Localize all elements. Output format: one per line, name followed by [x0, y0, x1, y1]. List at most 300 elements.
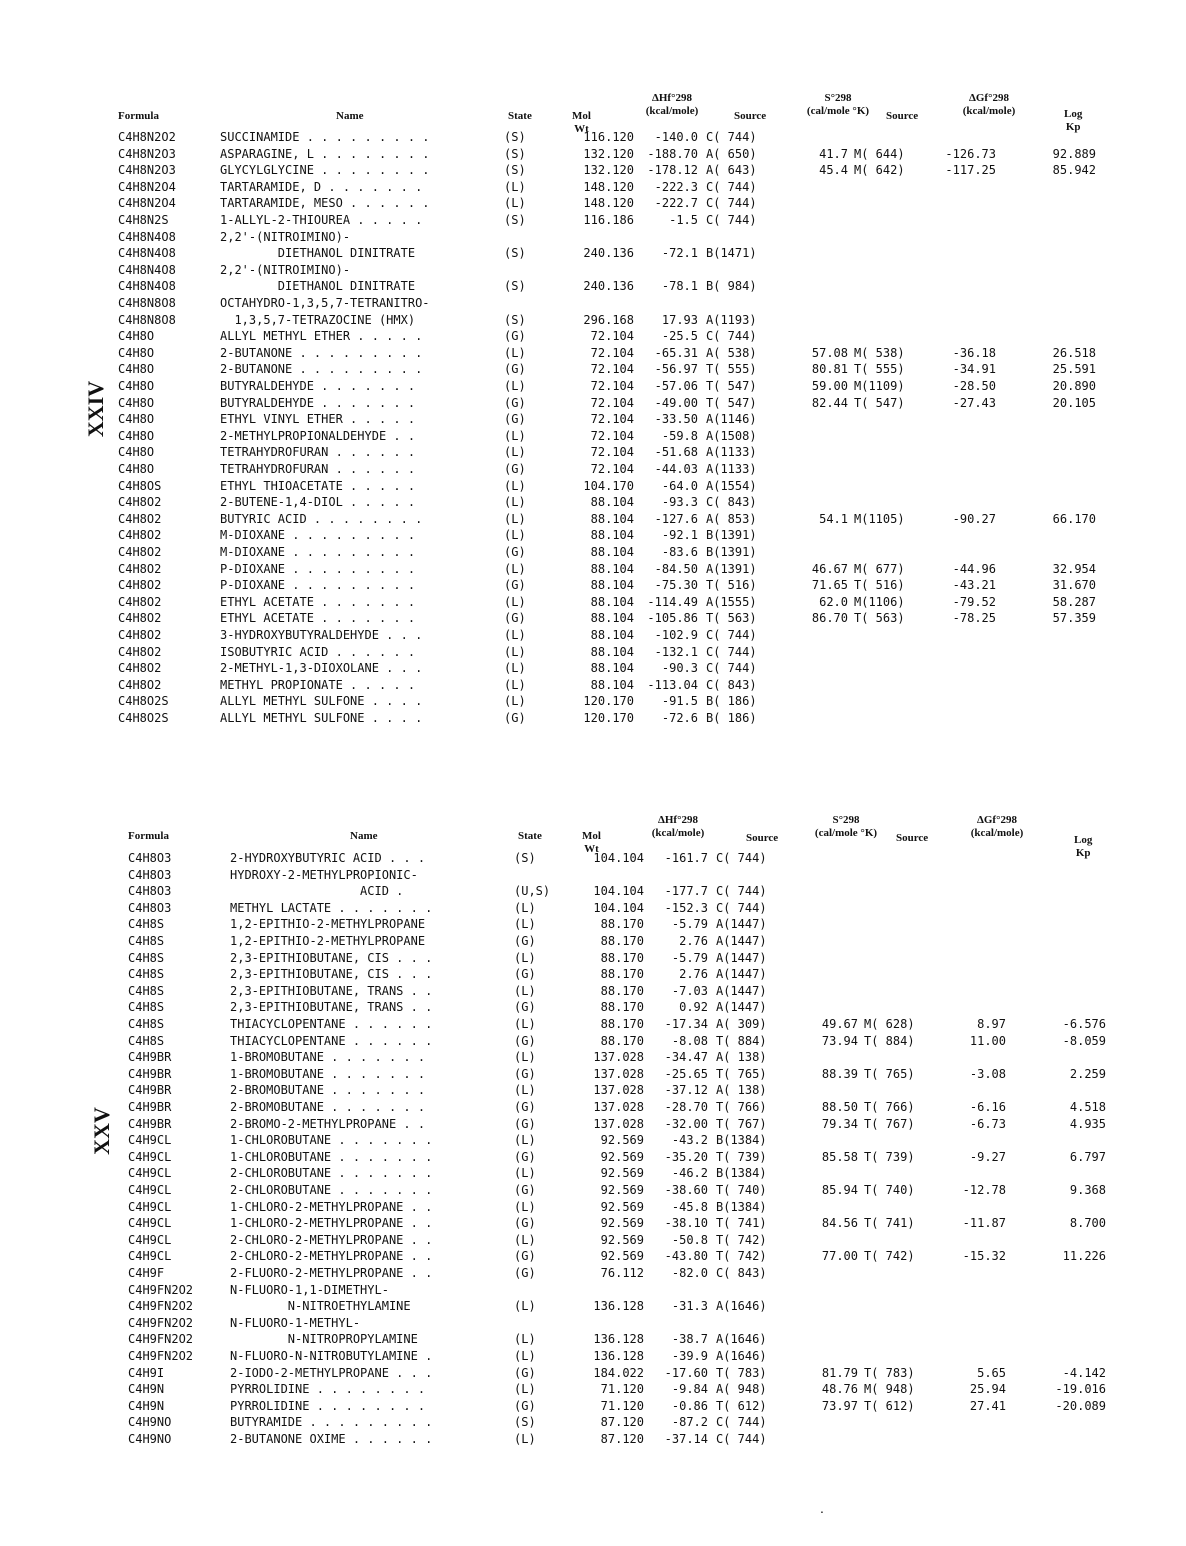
- row-source2: T( 783): [864, 1365, 915, 1380]
- row-mol-wt: 88.170: [600, 1017, 644, 1031]
- row-dhf: -72.1: [661, 246, 698, 261]
- row-source: T( 547): [706, 395, 757, 410]
- row-state: (L): [514, 1166, 536, 1181]
- row-logkp: 20.890: [1052, 379, 1096, 393]
- row-logkp: 25.591: [1052, 362, 1096, 377]
- row-name: 1-CHLOROBUTANE . . . . . . .: [230, 1133, 433, 1148]
- row-source2: T( 765): [864, 1066, 915, 1081]
- row-dhf: -161.7: [664, 851, 708, 865]
- row-dhf: -188.70: [647, 146, 698, 161]
- row-source: C( 744): [716, 1432, 767, 1446]
- row-mol-wt: 136.128: [593, 1299, 644, 1314]
- row-logkp: 6.797: [1069, 1149, 1106, 1164]
- row-dgf: -12.78: [962, 1183, 1006, 1197]
- row-formula: C4H8N4O8: [118, 229, 176, 244]
- row-logkp: 4.518: [1069, 1100, 1106, 1114]
- row-mol-wt: 92.569: [600, 1232, 644, 1247]
- row-source: A( 948): [716, 1382, 767, 1397]
- row-dhf: -51.68: [654, 445, 698, 460]
- row-formula: C4H9CL: [128, 1232, 172, 1247]
- row-source: T( 884): [716, 1033, 767, 1048]
- row-dhf: -90.3: [661, 661, 698, 676]
- row-state: (G): [514, 1033, 536, 1048]
- row-mol-wt: 87.120: [600, 1432, 644, 1446]
- row-dhf: -222.7: [654, 196, 698, 211]
- row-mol-wt: 88.104: [590, 528, 634, 543]
- row-source2: M( 948): [864, 1382, 915, 1397]
- row-s298: 79.34: [821, 1116, 858, 1131]
- stray-mark: .: [820, 1500, 824, 1516]
- row-dhf: 2.76: [679, 934, 708, 948]
- row-state: (G): [514, 934, 536, 948]
- row-source2: T( 555): [854, 362, 905, 377]
- row-formula: C4H8O: [118, 428, 155, 443]
- row-dhf: -45.8: [671, 1199, 708, 1214]
- row-dhf: -5.79: [671, 950, 708, 965]
- row-mol-wt: 88.104: [590, 561, 634, 576]
- row-dhf: -49.00: [654, 395, 698, 410]
- row-name: ALLYL METHYL SULFONE . . . .: [220, 694, 423, 709]
- row-name: 2,3-EPITHIOBUTANE, CIS . . .: [230, 950, 433, 965]
- row-formula: C4H8S: [128, 1033, 165, 1048]
- row-source: T( 740): [716, 1183, 767, 1197]
- row-state: (S): [504, 146, 526, 161]
- row-formula: C4H8O2: [118, 677, 162, 692]
- row-source2: M( 628): [864, 1017, 915, 1031]
- row-mol-wt: 136.128: [593, 1349, 644, 1363]
- row-dhf: -132.1: [654, 644, 698, 659]
- row-state: (L): [514, 1017, 536, 1031]
- row-mol-wt: 92.569: [600, 1249, 644, 1264]
- row-state: (S): [504, 312, 526, 327]
- row-source2: M(1106): [854, 594, 905, 609]
- row-name: 1-BROMOBUTANE . . . . . . .: [230, 1050, 426, 1065]
- row-name: 2,3-EPITHIOBUTANE, TRANS . .: [230, 983, 433, 998]
- row-formula: C4H8N2O3: [118, 163, 176, 178]
- header-dhf: ΔHf°298 (kcal/mole): [651, 814, 705, 839]
- row-s298: 86.70: [811, 611, 848, 626]
- row-mol-wt: 116.186: [583, 213, 634, 227]
- row-formula: C4H9CL: [128, 1183, 172, 1197]
- row-formula: C4H9CL: [128, 1149, 172, 1164]
- row-name: 1-CHLORO-2-METHYLPROPANE . .: [230, 1199, 433, 1214]
- row-state: (G): [514, 1100, 536, 1114]
- row-s298: 85.58: [821, 1149, 858, 1164]
- row-dgf: -79.52: [952, 594, 996, 609]
- row-mol-wt: 72.104: [590, 362, 634, 377]
- row-name: M-DIOXANE . . . . . . . . .: [220, 528, 416, 543]
- row-name: 2-BUTENE-1,4-DIOL . . . . .: [220, 495, 416, 510]
- row-name: 2-CHLORO-2-METHYLPROPANE . .: [230, 1232, 433, 1247]
- row-dhf: -33.50: [654, 412, 698, 427]
- row-name: TETRAHYDROFURAN . . . . . .: [220, 462, 416, 476]
- row-source: C( 744): [706, 661, 757, 676]
- row-state: (L): [504, 594, 526, 609]
- row-mol-wt: 184.022: [593, 1365, 644, 1380]
- row-formula: C4H8N8O8: [118, 312, 176, 327]
- row-source: A(1447): [716, 934, 767, 948]
- row-formula: C4H8O2: [118, 495, 162, 510]
- row-dhf: 0.92: [679, 1000, 708, 1015]
- row-mol-wt: 72.104: [590, 412, 634, 427]
- row-source: T( 766): [716, 1100, 767, 1114]
- row-state: (G): [504, 711, 526, 725]
- row-name: ETHYL THIOACETATE . . . . .: [220, 478, 416, 493]
- row-s298: 48.76: [821, 1382, 858, 1397]
- row-s298: 46.67: [811, 561, 848, 576]
- row-formula: C4H8S: [128, 1017, 165, 1031]
- row-dhf: -9.84: [671, 1382, 708, 1397]
- row-source: B( 186): [706, 711, 757, 725]
- row-dhf: -44.03: [654, 462, 698, 476]
- row-s298: 88.39: [821, 1066, 858, 1081]
- row-state: (G): [504, 462, 526, 476]
- row-name: PYRROLIDINE . . . . . . . .: [230, 1398, 426, 1413]
- row-state: (L): [504, 661, 526, 676]
- row-mol-wt: 137.028: [593, 1050, 644, 1065]
- row-dgf: 11.00: [969, 1033, 1006, 1048]
- row-dhf: -177.7: [664, 884, 708, 899]
- row-mol-wt: 88.104: [590, 644, 634, 659]
- row-source: B( 186): [706, 694, 757, 709]
- row-mol-wt: 104.104: [593, 900, 644, 915]
- row-name: BUTYRALDEHYDE . . . . . . .: [220, 379, 416, 393]
- row-formula: C4H9NO: [128, 1432, 172, 1446]
- row-state: (L): [504, 428, 526, 443]
- row-formula: C4H8S: [128, 934, 165, 948]
- row-dhf: -43.2: [671, 1133, 708, 1148]
- row-name: ETHYL ACETATE . . . . . . .: [220, 611, 416, 626]
- row-mol-wt: 137.028: [593, 1116, 644, 1131]
- row-dhf: -64.0: [661, 478, 698, 493]
- header-mol-wt: Mol Wt: [572, 110, 591, 135]
- row-name: P-DIOXANE . . . . . . . . .: [220, 561, 416, 576]
- row-source: T( 765): [716, 1066, 767, 1081]
- row-mol-wt: 296.168: [583, 312, 634, 327]
- row-state: (G): [514, 1183, 536, 1197]
- row-name: N-FLUORO-N-NITROBUTYLAMINE .: [230, 1349, 433, 1363]
- row-name: METHYL LACTATE . . . . . . .: [230, 900, 433, 915]
- row-source: A( 853): [706, 511, 757, 526]
- row-source: T( 741): [716, 1216, 767, 1231]
- row-mol-wt: 88.170: [600, 983, 644, 998]
- row-state: (G): [504, 412, 526, 427]
- row-mol-wt: 116.120: [583, 130, 634, 144]
- row-s298: 57.08: [811, 345, 848, 360]
- row-mol-wt: 76.112: [600, 1266, 644, 1280]
- row-source2: T( 740): [864, 1183, 915, 1197]
- row-source2: M(1105): [854, 511, 905, 526]
- row-formula: C4H8N2O4: [118, 179, 176, 194]
- row-dgf: -117.25: [945, 163, 996, 178]
- row-source: T( 742): [716, 1249, 767, 1264]
- row-dhf: -91.5: [661, 694, 698, 709]
- row-logkp: 85.942: [1052, 163, 1096, 178]
- header-s298: S°298 (cal/mole °K): [814, 814, 878, 839]
- row-source: C( 843): [706, 677, 757, 692]
- row-state: (L): [504, 379, 526, 393]
- row-mol-wt: 92.569: [600, 1166, 644, 1181]
- row-name: 1-CHLOROBUTANE . . . . . . .: [230, 1149, 433, 1164]
- row-state: (L): [504, 644, 526, 659]
- row-source: A( 138): [716, 1050, 767, 1065]
- row-source2: T( 741): [864, 1216, 915, 1231]
- row-name: 1,3,5,7-TETRAZOCINE (HMX): [220, 312, 416, 327]
- row-dhf: -38.60: [664, 1183, 708, 1197]
- row-formula: C4H8S: [128, 1000, 165, 1015]
- header-state: State: [518, 830, 542, 842]
- row-dgf: -3.08: [969, 1066, 1006, 1081]
- row-name: 2-BROMO-2-METHYLPROPANE . .: [230, 1116, 426, 1131]
- row-state: (L): [504, 495, 526, 510]
- row-logkp: 11.226: [1062, 1249, 1106, 1264]
- row-mol-wt: 72.104: [590, 379, 634, 393]
- row-logkp: 58.287: [1052, 594, 1096, 609]
- row-formula: C4H8O2: [118, 628, 162, 642]
- row-name: ISOBUTYRIC ACID . . . . . .: [220, 644, 416, 659]
- row-source: T( 739): [716, 1149, 767, 1164]
- row-formula: C4H8N4O8: [118, 279, 176, 294]
- row-formula: C4H9CL: [128, 1199, 172, 1214]
- row-state: (S): [504, 163, 526, 178]
- row-formula: C4H9BR: [128, 1066, 172, 1081]
- row-state: (L): [514, 1083, 536, 1098]
- row-logkp: 57.359: [1052, 611, 1096, 626]
- row-source: A( 643): [706, 163, 757, 178]
- row-formula: C4H8N2O2: [118, 130, 176, 144]
- row-source: B(1384): [716, 1166, 767, 1181]
- row-dhf: -113.04: [647, 677, 698, 692]
- row-mol-wt: 88.104: [590, 495, 634, 510]
- row-formula: C4H9BR: [128, 1116, 172, 1131]
- header-dhf: ΔHf°298 (kcal/mole): [645, 92, 699, 117]
- row-state: (S): [514, 851, 536, 865]
- row-state: (G): [504, 395, 526, 410]
- row-mol-wt: 72.104: [590, 445, 634, 460]
- row-dhf: -38.10: [664, 1216, 708, 1231]
- row-state: (L): [504, 478, 526, 493]
- row-name: 3-HYDROXYBUTYRALDEHYDE . . .: [220, 628, 423, 642]
- row-formula: C4H9BR: [128, 1100, 172, 1114]
- row-name: ACID .: [230, 884, 404, 899]
- row-name: 2-METHYL-1,3-DIOXOLANE . . .: [220, 661, 423, 676]
- row-source: T( 742): [716, 1232, 767, 1247]
- row-name: M-DIOXANE . . . . . . . . .: [220, 545, 416, 559]
- row-source2: T( 767): [864, 1116, 915, 1131]
- row-mol-wt: 88.170: [600, 950, 644, 965]
- row-source: T( 612): [716, 1398, 767, 1413]
- row-dhf: -140.0: [654, 130, 698, 144]
- row-formula: C4H8N8O8: [118, 296, 176, 310]
- row-source: C( 744): [706, 628, 757, 642]
- row-formula: C4H9CL: [128, 1133, 172, 1148]
- row-state: (G): [514, 1149, 536, 1164]
- row-name: N-FLUORO-1-METHYL-: [230, 1315, 361, 1330]
- row-formula: C4H9FN2O2: [128, 1282, 194, 1297]
- row-mol-wt: 120.170: [583, 694, 634, 709]
- row-state: (L): [514, 1050, 536, 1065]
- row-dhf: -17.34: [664, 1017, 708, 1031]
- row-name: DIETHANOL DINITRATE: [220, 279, 416, 294]
- row-source2: T( 884): [864, 1033, 915, 1048]
- row-source2: T( 516): [854, 578, 905, 593]
- row-s298: 41.7: [819, 146, 848, 161]
- header-logkp: Log Kp: [1064, 108, 1083, 133]
- row-dgf: -11.87: [962, 1216, 1006, 1231]
- row-state: (S): [514, 1415, 536, 1430]
- row-formula: C4H8O: [118, 445, 155, 460]
- row-source: A(1646): [716, 1299, 767, 1314]
- row-formula: C4H8S: [128, 967, 165, 982]
- row-source: B(1384): [716, 1199, 767, 1214]
- row-name: 2-BROMOBUTANE . . . . . . .: [230, 1083, 426, 1098]
- row-formula: C4H8O: [118, 412, 155, 427]
- row-formula: C4H9N: [128, 1382, 165, 1397]
- row-mol-wt: 92.569: [600, 1216, 644, 1231]
- row-name: 2-CHLOROBUTANE . . . . . . .: [230, 1183, 433, 1197]
- row-logkp: 32.954: [1052, 561, 1096, 576]
- header-s298: S°298 (cal/mole °K): [806, 92, 870, 117]
- row-dhf: -87.2: [671, 1415, 708, 1430]
- row-source: A(1447): [716, 950, 767, 965]
- row-name: P-DIOXANE . . . . . . . . .: [220, 578, 416, 593]
- row-state: (G): [514, 1116, 536, 1131]
- row-state: (G): [514, 1365, 536, 1380]
- row-source: A(1447): [716, 983, 767, 998]
- row-source: C( 843): [716, 1266, 767, 1280]
- row-dhf: -152.3: [664, 900, 708, 915]
- row-dhf: -0.86: [671, 1398, 708, 1413]
- row-state: (G): [504, 578, 526, 593]
- row-formula: C4H9FN2O2: [128, 1299, 194, 1314]
- row-formula: C4H8O3: [128, 884, 172, 899]
- row-mol-wt: 137.028: [593, 1066, 644, 1081]
- row-formula: C4H9BR: [128, 1083, 172, 1098]
- row-source: C( 744): [706, 179, 757, 194]
- row-mol-wt: 71.120: [600, 1398, 644, 1413]
- row-mol-wt: 88.104: [590, 611, 634, 626]
- row-logkp: 66.170: [1052, 511, 1096, 526]
- row-source: C( 744): [706, 196, 757, 211]
- row-formula: C4H9F: [128, 1266, 165, 1280]
- row-formula: C4H8N2O3: [118, 146, 176, 161]
- row-dhf: -25.65: [664, 1066, 708, 1081]
- row-s298: 59.00: [811, 379, 848, 393]
- row-dhf: -46.2: [671, 1166, 708, 1181]
- row-formula: C4H8S: [128, 950, 165, 965]
- row-name: 2-CHLOROBUTANE . . . . . . .: [230, 1166, 433, 1181]
- row-dgf: -78.25: [952, 611, 996, 626]
- row-state: (G): [514, 1249, 536, 1264]
- row-mol-wt: 137.028: [593, 1100, 644, 1114]
- header-source2: Source: [896, 832, 929, 844]
- row-source: A( 650): [706, 146, 757, 161]
- row-formula: C4H8O: [118, 462, 155, 476]
- row-dhf: -37.12: [664, 1083, 708, 1098]
- row-mol-wt: 137.028: [593, 1083, 644, 1098]
- row-mol-wt: 88.170: [600, 917, 644, 932]
- row-mol-wt: 88.170: [600, 1000, 644, 1015]
- row-dgf: 25.94: [969, 1382, 1006, 1397]
- row-name: 2-BUTANONE . . . . . . . . .: [220, 345, 423, 360]
- header-source: Source: [746, 832, 779, 844]
- row-source: B(1471): [706, 246, 757, 261]
- row-state: (G): [504, 329, 526, 344]
- row-dhf: -57.06: [654, 379, 698, 393]
- row-dgf: -126.73: [945, 146, 996, 161]
- row-dhf: -5.79: [671, 917, 708, 932]
- row-source: A(1646): [716, 1349, 767, 1363]
- row-mol-wt: 148.120: [583, 179, 634, 194]
- row-s298: 71.65: [811, 578, 848, 593]
- row-source: A(1133): [706, 462, 757, 476]
- row-dhf: 2.76: [679, 967, 708, 982]
- row-state: (L): [504, 694, 526, 709]
- row-formula: C4H8O3: [128, 900, 172, 915]
- row-dhf: -56.97: [654, 362, 698, 377]
- row-mol-wt: 88.104: [590, 661, 634, 676]
- row-source: A(1555): [706, 594, 757, 609]
- row-source: T( 783): [716, 1365, 767, 1380]
- row-dhf: -34.47: [664, 1050, 708, 1065]
- page-number-xxiv: XXIV: [83, 380, 109, 438]
- row-name: N-FLUORO-1,1-DIMETHYL-: [230, 1282, 389, 1297]
- header-state: State: [508, 110, 532, 122]
- row-mol-wt: 132.120: [583, 163, 634, 178]
- row-formula: C4H8O2: [118, 594, 162, 609]
- row-name: N-NITROPROPYLAMINE: [230, 1332, 418, 1347]
- row-s298: 80.81: [811, 362, 848, 377]
- row-s298: 62.0: [819, 594, 848, 609]
- row-source: A( 309): [716, 1017, 767, 1031]
- row-formula: C4H8N4O8: [118, 262, 176, 277]
- row-dhf: -43.80: [664, 1249, 708, 1264]
- row-state: (G): [514, 1398, 536, 1413]
- row-mol-wt: 148.120: [583, 196, 634, 211]
- row-dhf: -8.08: [671, 1033, 708, 1048]
- header-dgf: ΔGf°298 (kcal/mole): [970, 814, 1024, 839]
- row-dhf: -114.49: [647, 594, 698, 609]
- header-source2: Source: [886, 110, 919, 122]
- row-state: (L): [504, 196, 526, 211]
- row-name: 2,2'-(NITROIMINO)-: [220, 229, 351, 244]
- row-formula: C4H8O2S: [118, 711, 169, 725]
- row-source: T( 516): [706, 578, 757, 593]
- page-number-xxv: XXV: [88, 1107, 114, 1155]
- row-source: A( 138): [716, 1083, 767, 1098]
- row-formula: C4H8O2: [118, 511, 162, 526]
- row-mol-wt: 104.104: [593, 884, 644, 899]
- row-mol-wt: 240.136: [583, 246, 634, 261]
- row-source: C( 744): [706, 213, 757, 227]
- header-name: Name: [336, 110, 364, 122]
- row-dhf: -178.12: [647, 163, 698, 178]
- row-logkp: 31.670: [1052, 578, 1096, 593]
- row-source2: T( 742): [864, 1249, 915, 1264]
- row-dhf: -28.70: [664, 1100, 708, 1114]
- row-source: B(1391): [706, 528, 757, 543]
- row-dgf: -15.32: [962, 1249, 1006, 1264]
- row-source2: T( 563): [854, 611, 905, 626]
- row-dgf: 5.65: [977, 1365, 1006, 1380]
- row-source: A(1146): [706, 412, 757, 427]
- row-s298: 73.97: [821, 1398, 858, 1413]
- row-source: C( 744): [716, 900, 767, 915]
- row-mol-wt: 88.104: [590, 511, 634, 526]
- row-logkp: 9.368: [1069, 1183, 1106, 1197]
- row-formula: C4H8S: [128, 983, 165, 998]
- row-name: 2-CHLORO-2-METHYLPROPANE . .: [230, 1249, 433, 1264]
